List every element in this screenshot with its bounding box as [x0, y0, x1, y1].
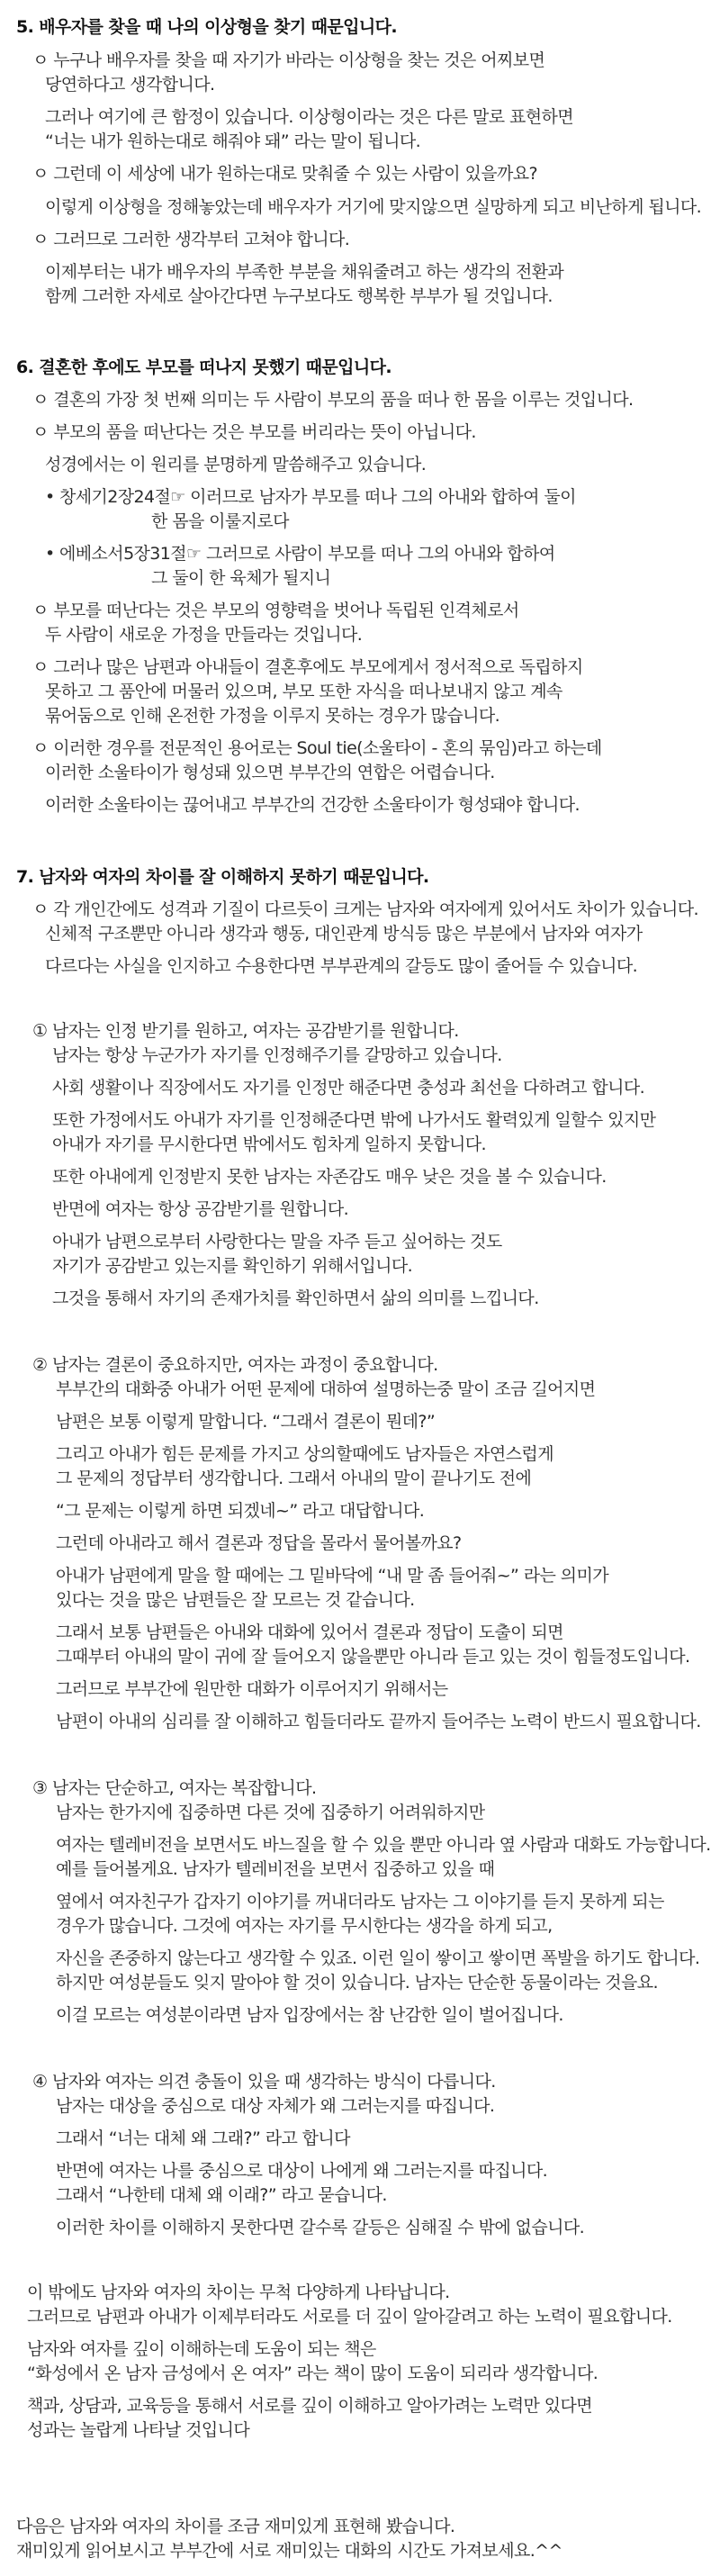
- text-line: ㅇ 이러한 경우를 전문적인 용어로는 Soul tie(소울타이 - 혼의 묶임)라고 하는데: [32, 738, 602, 758]
- text-line: 그런데 아내라고 해서 결론과 정답을 몰라서 물어볼까요?: [56, 1533, 462, 1553]
- text-line: 그러나 여기에 큰 함정이 있습니다. 이상형이라는 것은 다른 말로 표현하면: [45, 107, 574, 127]
- text-line: 하지만 여성분들도 잊지 말아야 할 것이 있습니다. 남자는 단순한 동물이라는 것을요.: [56, 1973, 658, 1993]
- text-line: 함께 그러한 자세로 살아간다면 누구보다도 행복한 부부가 될 것입니다.: [45, 286, 553, 306]
- text-line: ㅇ 부모를 떠난다는 것은 부모의 영향력을 벗어나 독립된 인격체로서: [32, 601, 519, 620]
- text-line: 이걸 모르는 여성분이라면 남자 입장에서는 참 난감한 일이 벌어집니다.: [56, 2005, 563, 2025]
- point-heading: ① 남자는 인정 받기를 원하고, 여자는 공감받기를 원합니다.: [32, 1021, 459, 1041]
- text-line: 옆에서 여자친구가 갑자기 이야기를 꺼내더라도 남자는 그 이야기를 듣지 못하게 되는: [56, 1892, 664, 1912]
- text-line: 그래서 “너는 대체 왜 그래?” 라고 합니다: [56, 2129, 350, 2148]
- text-line: • 에베소서5장31절☞ 그러므로 사람이 부모를 떠나 그의 아내와 합하여: [45, 544, 555, 564]
- text-line: 그것을 통해서 자기의 존재가치를 확인하면서 삶의 의미를 느낍니다.: [52, 1288, 539, 1308]
- text-line: 자신을 존중하지 않는다고 생각할 수 있죠. 이런 일이 쌓이고 쌓이면 폭발을 하기도 합니다.: [56, 1948, 700, 1968]
- text-line: 이러한 소울타이는 끊어내고 부부간의 건강한 소울타이가 형성돼야 합니다.: [45, 795, 580, 815]
- section-heading: 5. 배우자를 찾을 때 나의 이상형을 찾기 때문입니다.: [16, 17, 398, 37]
- text-line: 다르다는 사실을 인지하고 수용한다면 부부관계의 갈등도 많이 줄어들 수 있습니다.: [45, 956, 638, 976]
- text-line: 못하고 그 품안에 머물러 있으며, 부모 또한 자식을 떠나보내지 않고 계속: [45, 682, 562, 701]
- text-line: 남자는 항상 누군가가 자기를 인정해주기를 갈망하고 있습니다.: [52, 1045, 502, 1065]
- text-line: 있다는 것을 많은 남편들은 잘 모르는 것 같습니다.: [56, 1590, 415, 1610]
- text-line: ㅇ 누구나 배우자를 찾을 때 자기가 바라는 이상형을 찾는 것은 어찌보면: [32, 50, 545, 70]
- point-heading: ② 남자는 결론이 중요하지만, 여자는 과정이 중요합니다.: [32, 1355, 438, 1375]
- text-line: 남자는 대상을 중심으로 대상 자체가 왜 그러는지를 따집니다.: [56, 2096, 495, 2116]
- text-line: 반면에 여자는 나를 중심으로 대상이 나에게 왜 그러는지를 따집니다.: [56, 2161, 548, 2181]
- text-line: 남자와 여자를 깊이 이해하는데 도움이 되는 책은: [27, 2339, 376, 2359]
- text-line: 이렇게 이상형을 정해놓았는데 배우자가 거기에 맞지않으면 실망하게 되고 비난하게 됩니다.: [45, 197, 702, 217]
- text-line: 여자는 텔레비전을 보면서도 바느질을 할 수 있을 뿐만 아니라 옆 사람과 대화도 가능합니다.: [56, 1835, 711, 1855]
- text-line: ㅇ 부모의 품을 떠난다는 것은 부모를 버리라는 뜻이 아닙니다.: [32, 422, 476, 442]
- text-line: 그 둘이 한 육체가 될지니: [151, 568, 331, 588]
- text-line: 그리고 아내가 힘든 문제를 가지고 상의할때에도 남자들은 자연스럽게: [56, 1444, 554, 1464]
- text-line: 그 문제의 정답부터 생각합니다. 그래서 아내의 말이 끝나기도 전에: [56, 1469, 532, 1488]
- text-line: 그래서 보통 남편들은 아내와 대화에 있어서 결론과 정답이 도출이 되면: [56, 1622, 563, 1642]
- section-heading: 6. 결혼한 후에도 부모를 떠나지 못했기 때문입니다.: [16, 357, 392, 377]
- text-line: 예를 들어볼게요. 남자가 텔레비전을 보면서 집중하고 있을 때: [56, 1859, 495, 1879]
- text-line: 그때부터 아내의 말이 귀에 잘 들어오지 않을뿐만 아니라 듣고 있는 것이 힘들정도입니다.: [56, 1647, 690, 1667]
- text-line: 아내가 남편으로부터 사랑한다는 말을 자주 듣고 싶어하는 것도: [52, 1232, 502, 1252]
- text-line: 부부간의 대화중 아내가 어떤 문제에 대하여 설명하는중 말이 조금 길어지면: [56, 1379, 596, 1399]
- text-line: 경우가 많습니다. 그것에 여자는 자기를 무시한다는 생각을 하게 되고,: [56, 1916, 553, 1936]
- text-line: 책과, 상담과, 교육등을 통해서 서로를 깊이 이해하고 알아가려는 노력만 있다면: [27, 2396, 592, 2416]
- text-line: 남편이 아내의 심리를 잘 이해하고 힘들더라도 끝까지 들어주는 노력이 반드시 필요합니다.: [56, 1712, 701, 1731]
- text-line: 묶어둠으로 인해 온전한 가정을 이루지 못하는 경우가 많습니다.: [45, 706, 500, 726]
- outro-line: 다음은 남자와 여자의 차이를 조금 재미있게 표현해 봤습니다.: [16, 2517, 455, 2536]
- text-line: 신체적 구조뿐만 아니라 생각과 행동, 대인관계 방식등 많은 부분에서 남자와 여자가: [45, 924, 643, 944]
- text-line: 반면에 여자는 항상 공감받기를 원합니다.: [52, 1199, 349, 1219]
- text-line: 성과는 놀랍게 나타날 것입니다: [27, 2420, 250, 2440]
- point-heading: ④ 남자와 여자는 의견 충돌이 있을 때 생각하는 방식이 다릅니다.: [32, 2072, 496, 2092]
- text-line: 아내가 자기를 무시한다면 밖에서도 힘차게 일하지 못합니다.: [52, 1134, 486, 1154]
- text-line: 이러한 소울타이가 형성돼 있으면 부부간의 연합은 어렵습니다.: [45, 763, 495, 782]
- text-line: “화성에서 온 남자 금성에서 온 여자” 라는 책이 많이 도움이 되리라 생각합니다.: [27, 2364, 598, 2383]
- text-line: 남편은 보통 이렇게 말합니다. “그래서 결론이 뭔데?”: [56, 1412, 436, 1432]
- text-line: 이제부터는 내가 배우자의 부족한 부분을 채워줄려고 하는 생각의 전환과: [45, 262, 564, 282]
- text-line: ㅇ 각 개인간에도 성격과 기질이 다르듯이 크게는 남자와 여자에게 있어서도 차이가 있습니다.: [32, 899, 698, 919]
- text-line: “그 문제는 이렇게 하면 되겠네~” 라고 대답합니다.: [56, 1501, 425, 1521]
- text-line: “너는 내가 원하는대로 해줘야 돼” 라는 말이 됩니다.: [45, 131, 421, 151]
- text-line: 사회 생활이나 직장에서도 자기를 인정만 해준다면 충성과 최선을 다하려고 합니다.: [52, 1078, 645, 1098]
- text-line: 또한 가정에서도 아내가 자기를 인정해준다면 밖에 나가서도 활력있게 일할수 있지만: [52, 1110, 656, 1130]
- text-line: ㅇ 결혼의 가장 첫 번째 의미는 두 사람이 부모의 품을 떠나 한 몸을 이루는 것입니다.: [32, 390, 634, 410]
- text-line: 남자는 한가지에 집중하면 다른 것에 집중하기 어려워하지만: [56, 1803, 485, 1822]
- text-line: ㅇ 그런데 이 세상에 내가 원하는대로 맞춰줄 수 있는 사람이 있을까요?: [32, 164, 537, 184]
- text-line: • 창세기2장24절☞ 이러므로 남자가 부모를 떠나 그의 아내와 합하여 둘이: [45, 487, 576, 507]
- text-line: 그래서 “나한테 대체 왜 이래?” 라고 묻습니다.: [56, 2185, 387, 2205]
- text-line: 한 몸을 이룰지로다: [151, 511, 289, 531]
- text-line: ㅇ 그러나 많은 남편과 아내들이 결혼후에도 부모에게서 정서적으로 독립하지: [32, 657, 583, 677]
- text-line: 두 사람이 새로운 가정을 만들라는 것입니다.: [45, 625, 363, 645]
- text-line: 그러므로 남편과 아내가 이제부터라도 서로를 더 깊이 알아갈려고 하는 노력이 필요합니다.: [27, 2307, 672, 2327]
- text-line: 아내가 남편에게 말을 할 때에는 그 밑바닥에 “내 말 좀 들어줘~” 라는 의미가: [56, 1566, 608, 1586]
- outro-line: 재미있게 읽어보시고 부부간에 서로 재미있는 대화의 시간도 가져보세요.^^: [16, 2541, 562, 2561]
- point-heading: ③ 남자는 단순하고, 여자는 복잡합니다.: [32, 1778, 317, 1798]
- text-line: 당연하다고 생각합니다.: [45, 75, 215, 95]
- text-line: 성경에서는 이 원리를 분명하게 말씀해주고 있습니다.: [45, 455, 427, 475]
- text-line: 이 밖에도 남자와 여자의 차이는 무척 다양하게 나타납니다.: [27, 2282, 450, 2302]
- text-line: 또한 아내에게 인정받지 못한 남자는 자존감도 매우 낮은 것을 볼 수 있습니다.: [52, 1167, 607, 1187]
- text-line: 이러한 차이를 이해하지 못한다면 갈수록 갈등은 심해질 수 밖에 없습니다.: [56, 2218, 585, 2237]
- text-line: ㅇ 그러므로 그러한 생각부터 고쳐야 합니다.: [32, 230, 350, 249]
- text-line: 자기가 공감받고 있는지를 확인하기 위해서입니다.: [52, 1256, 413, 1276]
- text-line: 그러므로 부부간에 원만한 대화가 이루어지기 위해서는: [56, 1679, 448, 1699]
- section-heading: 7. 남자와 여자의 차이를 잘 이해하지 못하기 때문입니다.: [16, 867, 429, 887]
